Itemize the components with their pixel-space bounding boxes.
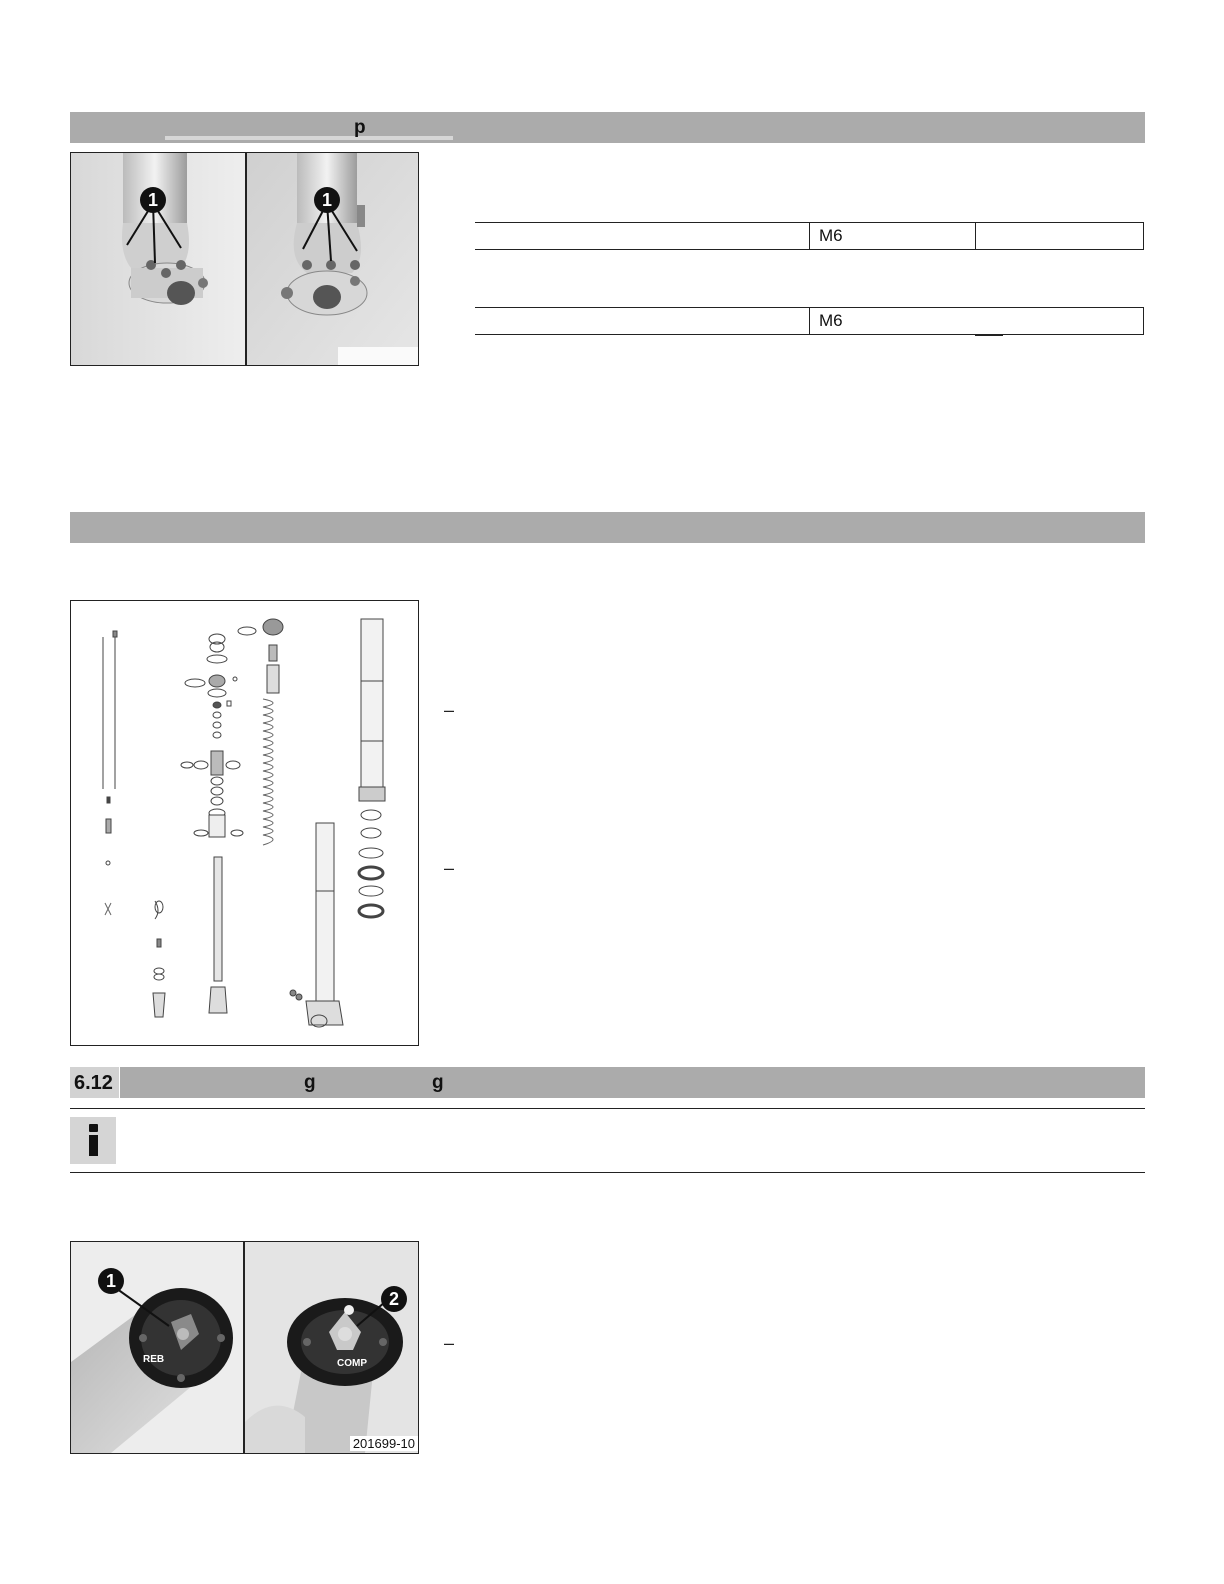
callout-1-right: 1 [314, 187, 340, 213]
section-number: 6.12 [74, 1072, 113, 1094]
info-icon-dot [89, 1124, 98, 1132]
photo-rebound-cap [71, 1242, 243, 1453]
table-underline-tick [975, 334, 1003, 336]
torque-table-2 [475, 307, 1144, 335]
section-heading-fragment: g [432, 1072, 444, 1093]
figure-fork-clamp-screws [70, 152, 419, 366]
thread-size: M6 [819, 226, 843, 245]
info-icon-stem [89, 1135, 98, 1156]
figure-fork-exploded-view [70, 600, 419, 1046]
photo-left [71, 153, 245, 365]
thread-size: M6 [819, 311, 843, 330]
section-heading-fragment: g [304, 1072, 316, 1093]
callout-1-left: 1 [140, 187, 166, 213]
note-bottom-rule [70, 1172, 1145, 1173]
table-col-divider [809, 308, 810, 334]
photo-compression-cap [245, 1242, 418, 1453]
info-icon [70, 1117, 116, 1164]
section-header-bar [70, 112, 1145, 143]
section-heading-fragment: p [354, 117, 366, 138]
step-marker: – [444, 858, 455, 878]
image-id: 201699-10 [350, 1436, 418, 1451]
table-col-divider [809, 223, 810, 249]
step-marker: – [444, 700, 455, 720]
callout-1: 1 [98, 1268, 124, 1294]
section-header-bar-2 [70, 512, 1145, 543]
callout-2: 2 [381, 1286, 407, 1312]
section-header-bar-612 [120, 1067, 1145, 1098]
faint-underline [165, 136, 453, 140]
note-top-rule [70, 1108, 1145, 1109]
reb-label: REB [143, 1354, 165, 1365]
image-id-blank [338, 347, 418, 365]
torque-table-1 [475, 222, 1144, 250]
figure-fork-caps [70, 1241, 419, 1454]
section-number-box [70, 1067, 119, 1098]
comp-label: COMP [337, 1358, 367, 1369]
photo-right [247, 153, 418, 365]
table-col-divider [975, 223, 976, 249]
step-marker: – [444, 1333, 455, 1353]
